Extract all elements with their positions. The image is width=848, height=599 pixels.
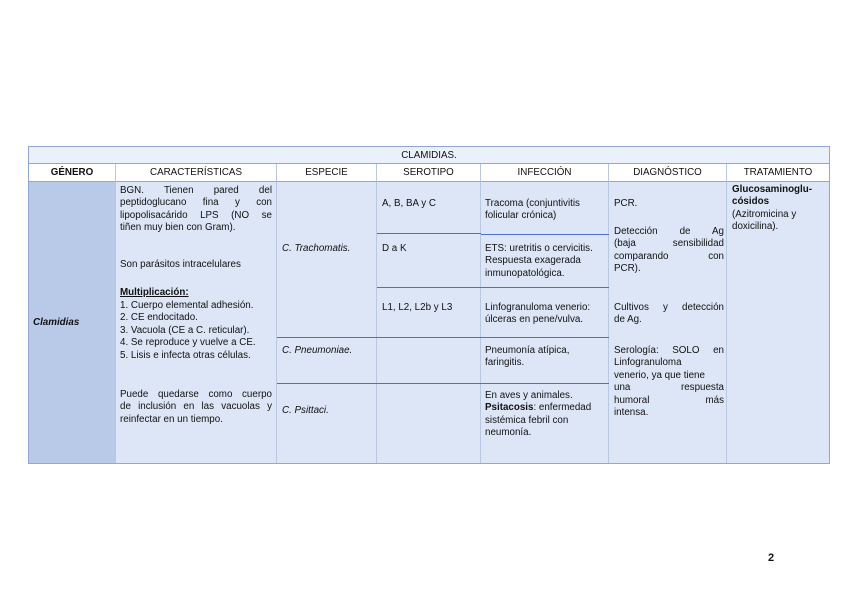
serotipo-cell	[377, 182, 481, 463]
text-line: humoral más	[614, 394, 724, 406]
header-tratamiento: TRATAMIENTO	[727, 164, 829, 182]
row-divider	[481, 234, 609, 235]
header-especie: ESPECIE	[277, 164, 377, 182]
text-line: reinfectar en un tiempo.	[120, 413, 223, 425]
step-item: 4. Se reproduce y vuelve a CE.	[120, 337, 256, 349]
especie-psittaci: C. Psittaci.	[282, 405, 329, 416]
row-divider	[277, 383, 609, 384]
text-line: Linfogranuloma	[614, 357, 682, 369]
diagnostico-serologia	[614, 345, 724, 419]
header-infeccion: INFECCIÓN	[481, 164, 609, 182]
text-line: Linfogranuloma venerio:	[485, 302, 591, 313]
text-line: de inclusión en las vacuolas y	[120, 401, 272, 413]
header-diagnostico: DIAGNÓSTICO	[609, 164, 727, 182]
multiplicacion-steps	[120, 300, 278, 362]
text-line: Serología: SOLO en	[614, 345, 724, 356]
text-line: (Azitromicina y	[732, 208, 797, 220]
text-line: intensa.	[614, 407, 649, 419]
text-line: Cultivos y detección	[614, 302, 724, 313]
serotipo-dk: D a K	[382, 243, 407, 254]
serotipo-abc: A, B, BA y C	[382, 198, 436, 209]
text-line: venerio, ya que tiene	[614, 369, 705, 381]
clamidias-table	[28, 146, 830, 464]
genero-text: Clamidias	[33, 317, 80, 328]
text-line: tiñen muy bien con Gram).	[120, 222, 236, 234]
especie-pneumoniae: C. Pneumoniae.	[282, 345, 353, 356]
text-line: comparando con	[614, 250, 724, 262]
especie-cell	[277, 182, 377, 463]
text-line: una respuesta	[614, 382, 724, 394]
infeccion-psitacosis	[485, 390, 609, 440]
row-divider	[377, 287, 609, 288]
infeccion-pneumonia	[485, 345, 609, 370]
text-line: sistémica febril con	[485, 414, 569, 426]
diagnostico-deteccion	[614, 226, 724, 276]
infeccion-linfogranuloma	[485, 302, 609, 327]
step-item: 2. CE endocitado.	[120, 312, 198, 324]
step-item: 5. Lisis e infecta otras células.	[120, 349, 251, 361]
text-line: folicular crónica)	[485, 210, 557, 222]
serotipo-l: L1, L2, L2b y L3	[382, 302, 453, 313]
text-line: de Ag.	[614, 314, 642, 326]
text-line: Glucosaminoglu-	[732, 184, 813, 195]
text-line: Puede quedarse como cuerpo	[120, 389, 272, 400]
page-number: 2	[768, 552, 775, 564]
caracteristicas-intro	[120, 185, 272, 235]
infeccion-ets	[485, 243, 609, 280]
row-divider	[377, 233, 481, 234]
psitacosis-rest: : enfermedad	[533, 402, 592, 414]
step-item: 3. Vacuola (CE a C. reticular).	[120, 324, 250, 336]
diagnostico-pcr: PCR.	[614, 198, 638, 209]
text-line: Tracoma (conjuntivitis	[485, 198, 580, 209]
especie-trachomatis: C. Trachomatis.	[282, 243, 351, 254]
text-line: Respuesta exagerada	[485, 255, 581, 267]
caracteristicas-extra	[120, 389, 272, 426]
multiplicacion-title: Multiplicación:	[120, 287, 189, 298]
psitacosis-term: Psitacosis	[485, 402, 534, 414]
text-line: PCR).	[614, 263, 641, 275]
step-item: 1. Cuerpo elemental adhesión.	[120, 300, 254, 311]
text-line: BGN. Tienen pared del	[120, 185, 272, 196]
tratamiento-text	[732, 184, 828, 234]
text-line: Detección de Ag	[614, 226, 724, 237]
text-line: En aves y animales.	[485, 390, 573, 401]
infeccion-tracoma	[485, 198, 609, 223]
text-line	[485, 402, 609, 414]
row-divider	[277, 337, 609, 338]
table-title: CLAMIDIAS.	[29, 147, 829, 164]
parasitos-text: Son parásitos intracelulares	[120, 259, 241, 270]
text-line: neumonía.	[485, 427, 532, 439]
text-line: faringitis.	[485, 357, 525, 369]
text-line: doxicilina).	[732, 221, 779, 233]
text-line: Pneumonía atípica,	[485, 345, 570, 356]
text-line: ETS: uretritis o cervicitis.	[485, 243, 593, 254]
header-caracteristicas: CARACTERÍSTICAS	[116, 164, 277, 182]
diagnostico-cultivos	[614, 302, 724, 327]
text-line: peptidoglucano fina y con	[120, 197, 272, 209]
header-serotipo: SEROTIPO	[377, 164, 481, 182]
header-genero: GÉNERO	[29, 164, 116, 182]
text-line: lipopolisacárido LPS (NO se	[120, 209, 272, 221]
text-line: (baja sensibilidad	[614, 238, 724, 250]
text-line: cósidos	[732, 196, 770, 208]
text-line: úlceras en pene/vulva.	[485, 314, 584, 326]
text-line: inmunopatológica.	[485, 267, 565, 279]
